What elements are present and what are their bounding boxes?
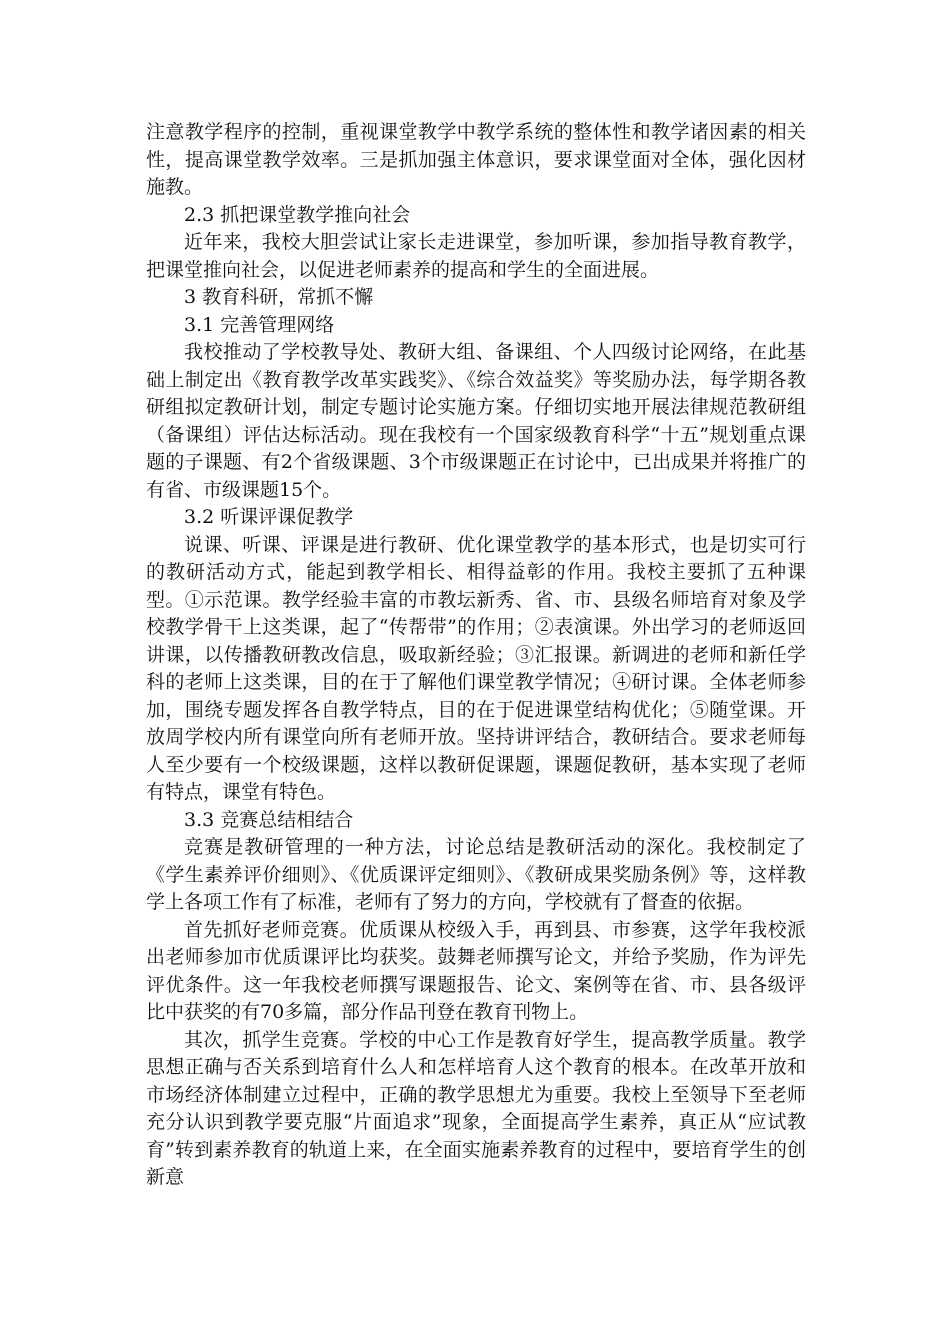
section-heading-2-3: 2.3 抓把课堂教学推向社会 <box>184 203 411 226</box>
paragraph-teacher-competition: 首先抓好老师竞赛。优质课从校级入手，再到县、市参赛，这学年我校派出老师参加市优质课评比均获奖。鼓舞老师撰写论文，并给予奖励，作为评先评优条件。这一年我校老师撰写课题报告、论文、案例等在省、市、县各级评比中获奖的有70多篇，部分作品刊登在教育刊物上。 <box>146 918 806 1023</box>
paragraph-lesson-types: 说课、听课、评课是进行教研、优化课堂教学的基本形式，也是切实可行的教研活动方式，能起到教学相长、相得益彰的作用。我校主要抓了五种课型。①示范课。教学经验丰富的市教坛新秀、省、市、县级名师培育对象及学校教学骨干上这类课，起了“传帮带”的作用；②表演课。外出学习的老师返回讲课，以传播教研教改信息，吸取新经验；③汇报课。新调进的老师和新任学科的老师上这类课，目的在于了解他们课堂教学情况；④研讨课。全体老师参加，围绕专题发挥各自教学特点，目的在于促进课堂结构优化；⑤随堂课。开放周学校内所有课堂向所有老师开放。坚持讲评结合，教研结合。要求老师每人至少要有一个校级课题，这样以教研促课题，课题促教研，基本实现了老师有特点，课堂有特色。 <box>146 533 806 803</box>
paragraph-continuation: 注意教学程序的控制，重视课堂教学中教学系统的整体性和教学诸因素的相关性，提高课堂教学效率。三是抓加强主体意识，要求课堂面对全体，强化因材施教。 <box>146 121 806 198</box>
paragraph-competition-summary: 竞赛是教研管理的一种方法，讨论总结是教研活动的深化。我校制定了《学生素养评价细则》、《优质课评定细则》、《教研成果奖励条例》等，这样教学上各项工作有了标准，老师有了努力的方向，学校就有了督查的依据。 <box>146 836 806 913</box>
paragraph-parents-in-classroom: 近年来，我校大胆尝试让家长走进课堂，参加听课，参加指导教育教学，把课堂推向社会，以促进老师素养的提高和学生的全面进展。 <box>146 231 806 281</box>
paragraph-management-network: 我校推动了学校教导处、教研大组、备课组、个人四级讨论网络，在此基础上制定出《教育教学改革实践奖》、《综合效益奖》等奖励办法，每学期各教研组拟定教研计划，制定专题讨论实施方案。仔细切实地开展法律规范教研组（备课组）评估达标活动。现在我校有一个国家级教育科学“十五”规划重点课题的子课题、有2个省级课题、3个市级课题正在讨论中，已出成果并将推广的有省、市级课题15个。 <box>146 341 806 501</box>
section-heading-3-3: 3.3 竞赛总结相结合 <box>184 808 354 831</box>
document-body <box>146 119 806 1192</box>
paragraph-student-competition: 其次，抓学生竞赛。学校的中心工作是教育好学生，提高教学质量。教学思想正确与否关系到培育什么人和怎样培育人这个教育的根本。在改革开放和市场经济体制建立过程中，正确的教学思想尤为重要。我校上至领导下至老师充分认识到教学要克服“片面追求”现象，全面提高学生素养，真正从“应试教育”转到素养教育的轨道上来，在全面实施素养教育的过程中，要培育学生的创新意 <box>146 1028 806 1188</box>
section-heading-3-1: 3.1 完善管理网络 <box>184 313 335 336</box>
section-heading-3: 3 教育科研，常抓不懈 <box>184 286 374 308</box>
section-heading-3-2: 3.2 听课评课促教学 <box>184 506 354 528</box>
